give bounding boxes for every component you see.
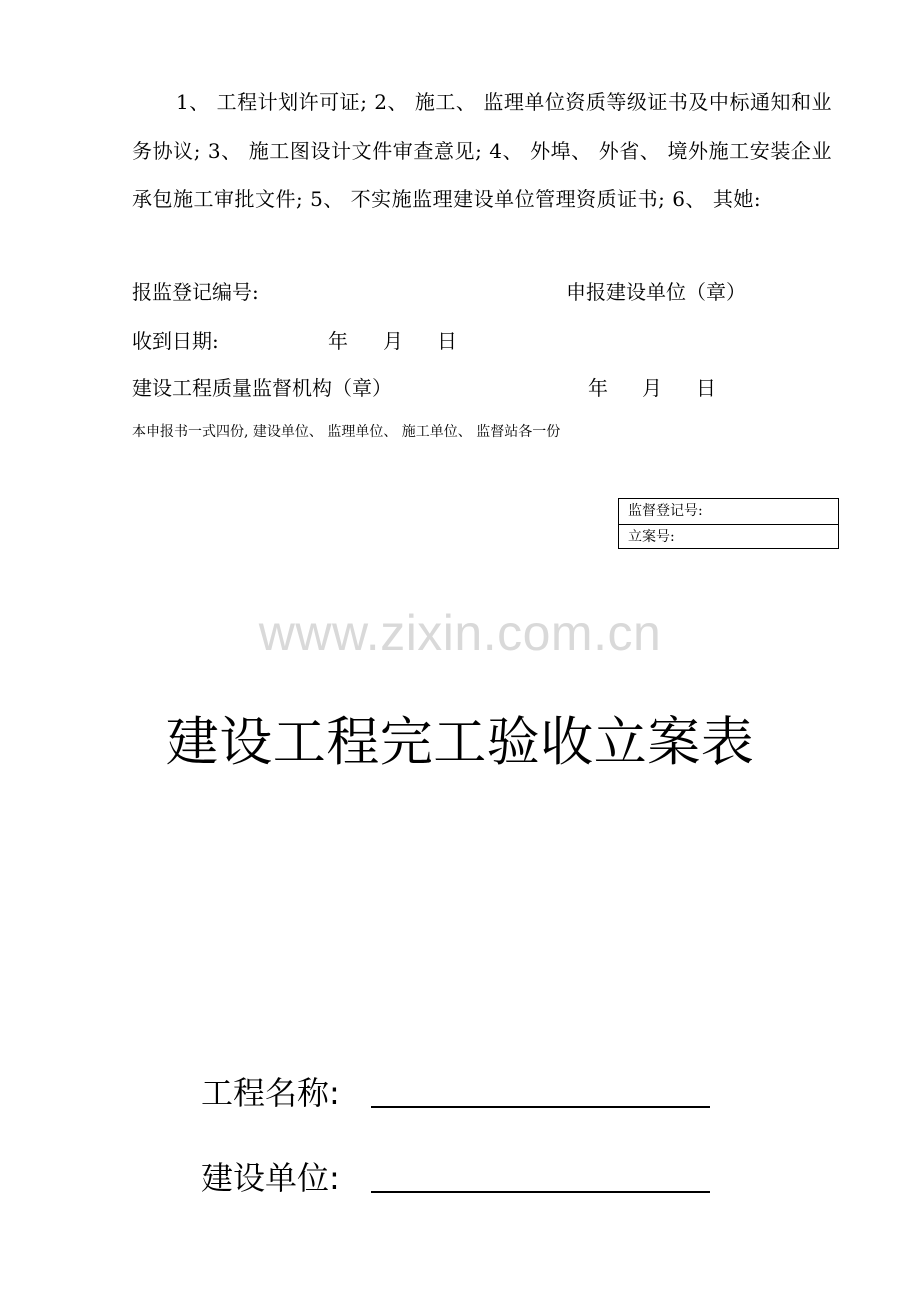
watermark: www.zixin.com.cn xyxy=(258,605,662,661)
receipt-month-label: 月 xyxy=(383,329,403,353)
copies-note: 本申报书一式四份, 建设单位、 监理单位、 施工单位、 监督站各一份 xyxy=(132,424,561,440)
agency-month-label: 月 xyxy=(642,376,662,400)
receipt-year-label: 年 xyxy=(328,329,348,353)
receipt-day-label: 日 xyxy=(437,329,457,353)
page-title: 建设工程完工验收立案表 xyxy=(165,712,755,773)
project-name-blank-line[interactable] xyxy=(371,1106,710,1108)
project-name-label: 工程名称: xyxy=(201,1074,340,1112)
registration-number-label: 报监登记编号: xyxy=(132,280,259,304)
agency-year-label: 年 xyxy=(588,376,608,400)
applicant-unit-seal-label: 申报建设单位（章） xyxy=(566,280,746,304)
agency-seal-label: 建设工程质量监督机构（章） xyxy=(132,376,392,400)
agency-day-label: 日 xyxy=(696,376,716,400)
receipt-date-label: 收到日期: xyxy=(132,329,219,353)
supervision-registration-number-cell: 监督登记号: xyxy=(628,503,703,519)
construction-unit-field xyxy=(201,1153,340,1199)
project-name-field xyxy=(201,1068,340,1114)
attachments-list: 1、 工程计划许可证; 2、 施工、 监理单位资质等级证书及中标通知和业务协议; 3、 施工图设计文件审查意见; 4、 外埠、 外省、 境外施工安装企业承包施工审批文件; 5、 不实施监理建设单位管理资质证书; 6、 其她: xyxy=(132,90,832,211)
construction-unit-label: 建设单位: xyxy=(201,1159,340,1197)
filing-number-cell: 立案号: xyxy=(619,524,838,549)
registration-number-box xyxy=(618,498,839,549)
construction-unit-blank-line[interactable] xyxy=(371,1191,710,1193)
